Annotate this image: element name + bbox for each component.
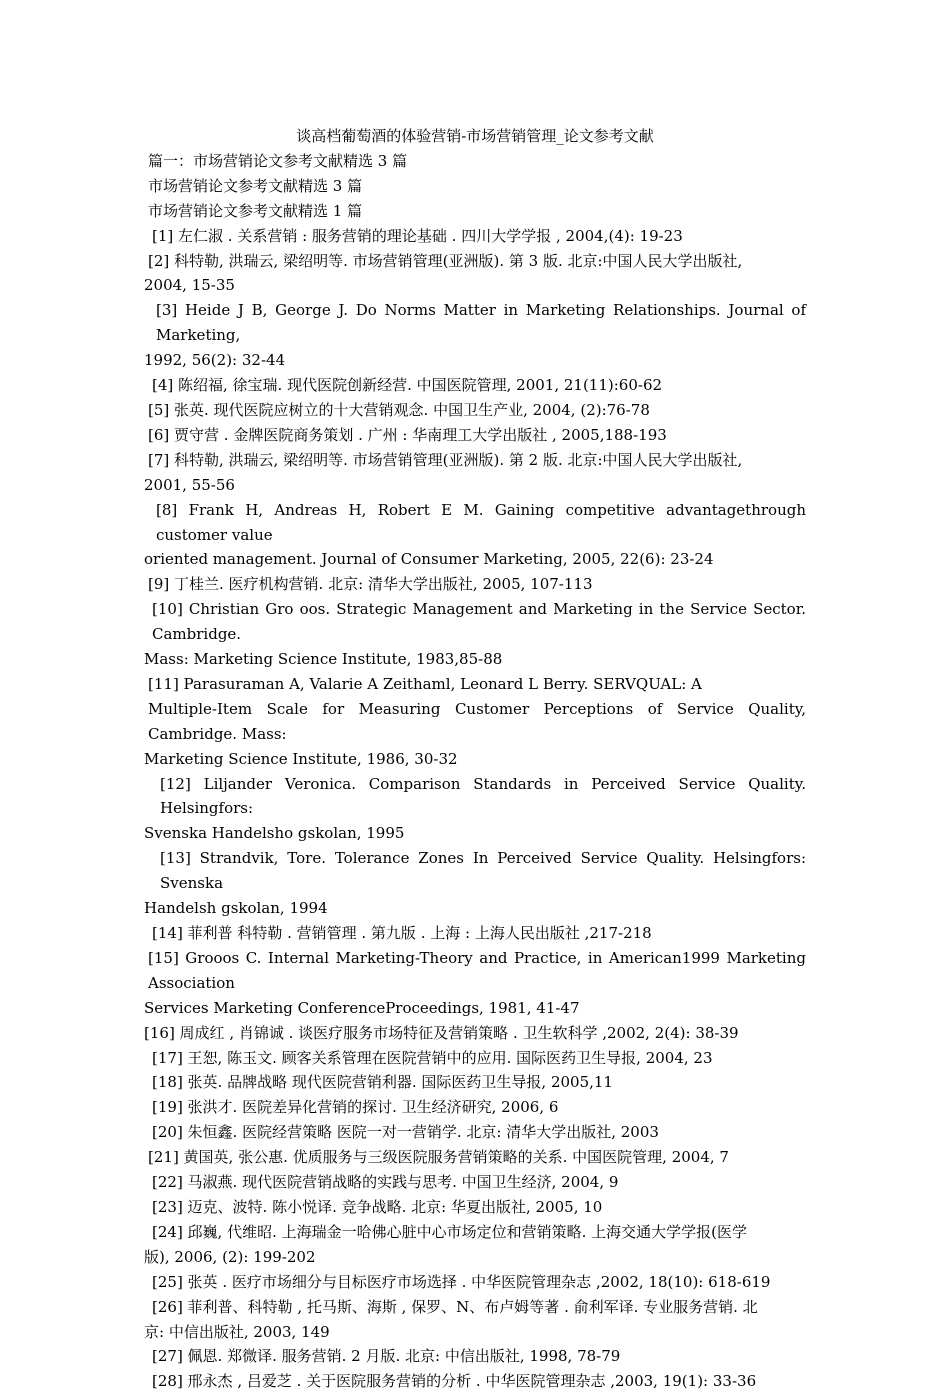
- reference-line: [14] 菲利普 科特勒 . 营销管理 . 第九版 . 上海 : 上海人民出版社 ,217-218: [152, 924, 652, 942]
- reference-line: [13] Strandvik, Tore. Tolerance Zones In Perceived Service Quality. Helsingfors: Svenska: [160, 849, 806, 893]
- reference-line: [20] 朱恒鑫. 医院经营策略 医院一对一营销学. 北京: 清华大学出版社, 2003: [152, 1123, 659, 1142]
- reference-item: [144, 921, 806, 946]
- reference-item: [144, 249, 806, 299]
- reference-line-continued: 2004, 15-35: [144, 276, 235, 295]
- reference-line: [27] 佩恩. 郑微译. 服务营销. 2 月版. 北京: 中信出版社, 1998, 78-79: [152, 1347, 621, 1366]
- reference-item: [144, 1270, 806, 1295]
- reference-line: [3] Heide J B, George J. Do Norms Matter in Marketing Relationships. Journal of Marketing,: [156, 301, 806, 345]
- document-title: 谈高档葡萄酒的体验营销-市场营销管理_论文参考文献: [296, 127, 654, 145]
- reference-line-continued: 京: 中信出版社, 2003, 149: [144, 1322, 330, 1341]
- reference-item: [144, 1295, 806, 1345]
- reference-item: [144, 1220, 806, 1270]
- section-heading: 篇一：市场营销论文参考文献精选 3 篇: [148, 151, 408, 170]
- reference-line: [19] 张洪才. 医院差异化营销的探讨. 卫生经济研究, 2006, 6: [152, 1098, 559, 1117]
- reference-item: [144, 423, 806, 448]
- reference-item: [144, 224, 806, 249]
- reference-item: [144, 846, 806, 921]
- reference-line: [5] 张英. 现代医院应树立的十大营销观念. 中国卫生产业, 2004, (2):76-78: [148, 400, 650, 419]
- reference-line-continued: Marketing Science Institute, 1986, 30-32: [144, 749, 458, 768]
- reference-item: [144, 1195, 806, 1220]
- reference-item: [144, 572, 806, 597]
- reference-line: Multiple-Item Scale for Measuring Customer Perceptions of Service Quality, Cambridge. Mass:: [148, 699, 806, 743]
- document-page: [144, 124, 806, 1394]
- reference-line-continued: 版), 2006, (2): 199-202: [144, 1247, 316, 1266]
- reference-item: [144, 1120, 806, 1145]
- reference-item: [144, 946, 806, 1021]
- reference-item: [144, 772, 806, 847]
- reference-line: [24] 邱巍, 代维昭. 上海瑞金一哈佛心脏中心市场定位和营销策略. 上海交通大学学报(医学: [152, 1222, 748, 1241]
- reference-item: [144, 1046, 806, 1071]
- reference-line: [17] 王恕, 陈玉文. 顾客关系管理在医院营销中的应用. 国际医药卫生导报, 2004, 23: [152, 1048, 713, 1067]
- reference-line: [18] 张英. 品牌战略 现代医院营销利器. 国际医药卫生导报, 2005,11: [152, 1073, 613, 1092]
- reference-line: [28] 邢永杰 , 吕爱芝 . 关于医院服务营销的分析 . 中华医院管理杂志 ,2003, 19(1): 33-36: [152, 1372, 757, 1391]
- reference-line: [25] 张英 . 医疗市场细分与目标医疗市场选择 . 中华医院管理杂志 ,2002, 18(10): 618-619: [152, 1272, 771, 1291]
- reference-line: [2] 科特勒, 洪瑞云, 梁绍明等. 市场营销管理(亚洲版). 第 3 版. 北京:中国人民大学出版社,: [148, 251, 743, 270]
- reference-line: [9] 丁桂兰. 医疗机构营销. 北京: 清华大学出版社, 2005, 107-113: [148, 575, 593, 594]
- reference-line-continued: Mass: Marketing Science Institute, 1983,85-88: [144, 650, 503, 669]
- reference-line: [1] 左仁淑 . 关系营销 : 服务营销的理论基础 . 四川大学学报 , 2004,(4): 19-23: [152, 226, 683, 245]
- reference-item: [144, 1369, 806, 1394]
- section-heading: 市场营销论文参考文献精选 1 篇: [148, 201, 363, 220]
- reference-item: [144, 1344, 806, 1369]
- reference-line: [8] Frank H, Andreas H, Robert E M. Gaining competitive advantagethrough customer value: [156, 500, 806, 544]
- reference-line: [21] 黄国英, 张公惠. 优质服务与三级医院服务营销策略的关系. 中国医院管理, 2004, 7: [148, 1148, 729, 1167]
- reference-item: [144, 298, 806, 373]
- reference-line: [4] 陈绍福, 徐宝瑞. 现代医院创新经营. 中国医院管理, 2001, 21(11):60-62: [152, 376, 663, 395]
- reference-line: [11] Parasuraman A, Valarie A Zeithaml, Leonard L Berry. SERVQUAL: A: [148, 674, 702, 693]
- reference-item: [144, 1145, 806, 1170]
- reference-line: [6] 贾守营 . 金牌医院商务策划 . 广州 : 华南理工大学出版社 , 2005,188-193: [148, 425, 667, 444]
- reference-item: [144, 1170, 806, 1195]
- reference-item: [144, 1070, 806, 1095]
- reference-item: [144, 448, 806, 498]
- reference-item: [144, 373, 806, 398]
- reference-line: [10] Christian Gro oos. Strategic Management and Marketing in the Service Sector. Cambridge.: [152, 600, 806, 644]
- reference-line-continued: oriented management. Journal of Consumer Marketing, 2005, 22(6): 23-24: [144, 550, 714, 569]
- reference-line-continued: Services Marketing ConferenceProceedings, 1981, 41-47: [144, 998, 580, 1017]
- reference-line-continued: 1992, 56(2): 32-44: [144, 351, 286, 370]
- reference-item: [144, 697, 806, 772]
- reference-item: [144, 398, 806, 423]
- reference-line: [23] 迈克、波特. 陈小悦译. 竞争战略. 北京: 华夏出版社, 2005, 10: [152, 1197, 603, 1216]
- reference-item: [144, 1021, 806, 1046]
- reference-line-continued: Svenska Handelsho gskolan, 1995: [144, 824, 405, 843]
- reference-line: [22] 马淑燕. 现代医院营销战略的实践与思考. 中国卫生经济, 2004, 9: [152, 1173, 619, 1192]
- reference-line: [7] 科特勒, 洪瑞云, 梁绍明等. 市场营销管理(亚洲版). 第 2 版. 北京:中国人民大学出版社,: [148, 450, 743, 469]
- reference-line: [15] Grooos C. Internal Marketing-Theory and Practice, in American1999 Marketing Association: [148, 948, 806, 992]
- reference-line: [12] Liljander Veronica. Comparison Standards in Perceived Service Quality. Helsingfors:: [160, 774, 806, 818]
- reference-item: [144, 498, 806, 573]
- reference-item: [144, 672, 806, 697]
- section-heading: 市场营销论文参考文献精选 3 篇: [148, 176, 363, 195]
- reference-line-continued: Handelsh gskolan, 1994: [144, 899, 328, 918]
- reference-line-continued: 2001, 55-56: [144, 475, 235, 494]
- reference-line: [16] 周成红 , 肖锦诚 . 谈医疗服务市场特征及营销策略 . 卫生软科学 ,2002, 2(4): 38-39: [144, 1023, 739, 1042]
- reference-line: [26] 菲利普、科特勒 , 托马斯、海斯 , 保罗、N、布卢姆等著 . 俞利军译. 专业服务营销. 北: [152, 1297, 758, 1316]
- reference-item: [144, 1095, 806, 1120]
- reference-item: [144, 597, 806, 672]
